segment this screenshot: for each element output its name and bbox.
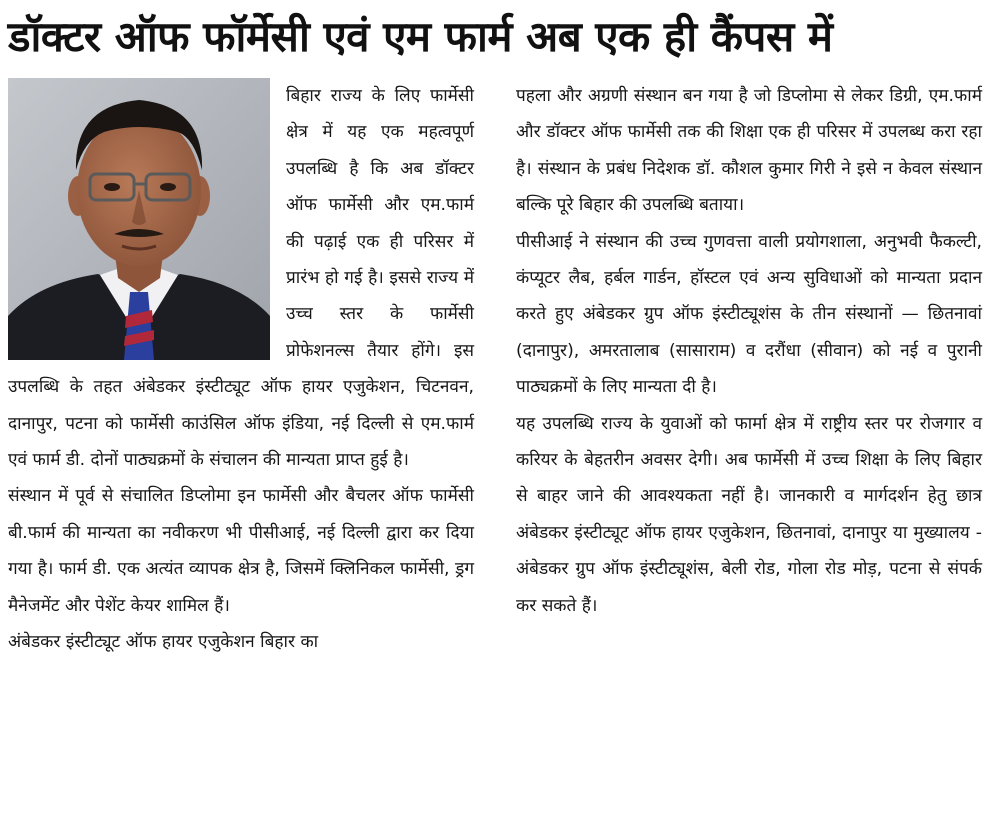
portrait-icon [8,78,270,360]
portrait-photo [8,78,270,360]
right-paragraph-3: यह उपलब्धि राज्य के युवाओं को फार्मा क्षेत्र में राष्ट्रीय स्तर पर रोजगार व करियर के बेहतरीन अवसर देगी। अब फार्मेसी में उच्च शिक्षा के लिए बिहार से बाहर जाने की आवश्यकता नहीं है। जानकारी व मार्गदर्शन हेतु छात्र अंबेडकर इंस्टीट्यूट ऑफ हायर एजुकेशन, छितनावां, दानापुर या मुख्यालय - अंबेडकर ग्रुप ऑफ इंस्टीट्यूशंस, बेली रोड, गोला रोड मोड़, पटना से संपर्क कर सकते हैं। [516,413,982,616]
right-paragraph-1: पहला और अग्रणी संस्थान बन गया है जो डिप्लोमा से लेकर डिग्री, एम.फार्म और डॉक्टर ऑफ फार्मेसी तक की शिक्षा एक ही परिसर में उपलब्ध करा रहा है। संस्थान के प्रबंध निदेशक डॉ. कौशल कुमार गिरी ने इसे न केवल संस्थान बल्कि पूरे बिहार की उपलब्धि बताया। [516,86,982,216]
left-paragraph-3: अंबेडकर इंस्टीट्यूट ऑफ हायर एजुकेशन बिहार का [8,632,319,653]
article-left-column [8,78,474,661]
right-paragraph-2: पीसीआई ने संस्थान की उच्च गुणवत्ता वाली प्रयोगशाला, अनुभवी फैकल्टी, कंप्यूटर लैब, हर्बल गार्डन, हॉस्टल एवं अन्य सुविधाओं को मान्यता प्रदान करते हुए अंबेडकर ग्रुप ऑफ इंस्टीट्यूशंस के तीन संस्थानों — छितनावां (दानापुर), अमरतालाब (सासाराम) व दरौंधा (सीवान) को नई व पुरानी पाठ्यक्रमों के लिए मान्यता दी है। [516,231,982,398]
article-right-column [516,78,982,624]
left-paragraph-1: बिहार राज्य के लिए फार्मेसी क्षेत्र में यह एक महत्वपूर्ण उपलब्धि है कि अब डॉक्टर ऑफ फार्मेसी और एम.फार्म की पढ़ाई एक ही परिसर में प्रारंभ हो गई है। इससे राज्य में उच्च स्तर के फार्मेसी प्रोफेशनल्स तैयार होंगे। इस उपलब्धि के तहत अंबेडकर इंस्टीट्यूट ऑफ हायर एजुकेशन, चिटनवन, दानापुर, पटना को फार्मेसी काउंसिल ऑफ इंडिया, नई दिल्ली से एम.फार्म एवं फार्म डी. दोनों पाठ्यक्रमों के संचालन की मान्यता प्राप्त हुई है। [8,86,474,471]
left-paragraph-2: संस्थान में पूर्व से संचालित डिप्लोमा इन फार्मेसी और बैचलर ऑफ फार्मेसी बी.फार्म की मान्यता का नवीकरण भी पीसीआई, नई दिल्ली द्वारा कर दिया गया है। फार्म डी. एक अत्यंत व्यापक क्षेत्र है, जिसमें क्लिनिकल फार्मेसी, ड्रग मैनेजमेंट और पेशेंट केयर शामिल हैं। [8,486,474,616]
headline: डॉक्टर ऑफ फॉर्मेसी एवं एम फार्म अब एक ही कैंपस में [8,12,833,61]
